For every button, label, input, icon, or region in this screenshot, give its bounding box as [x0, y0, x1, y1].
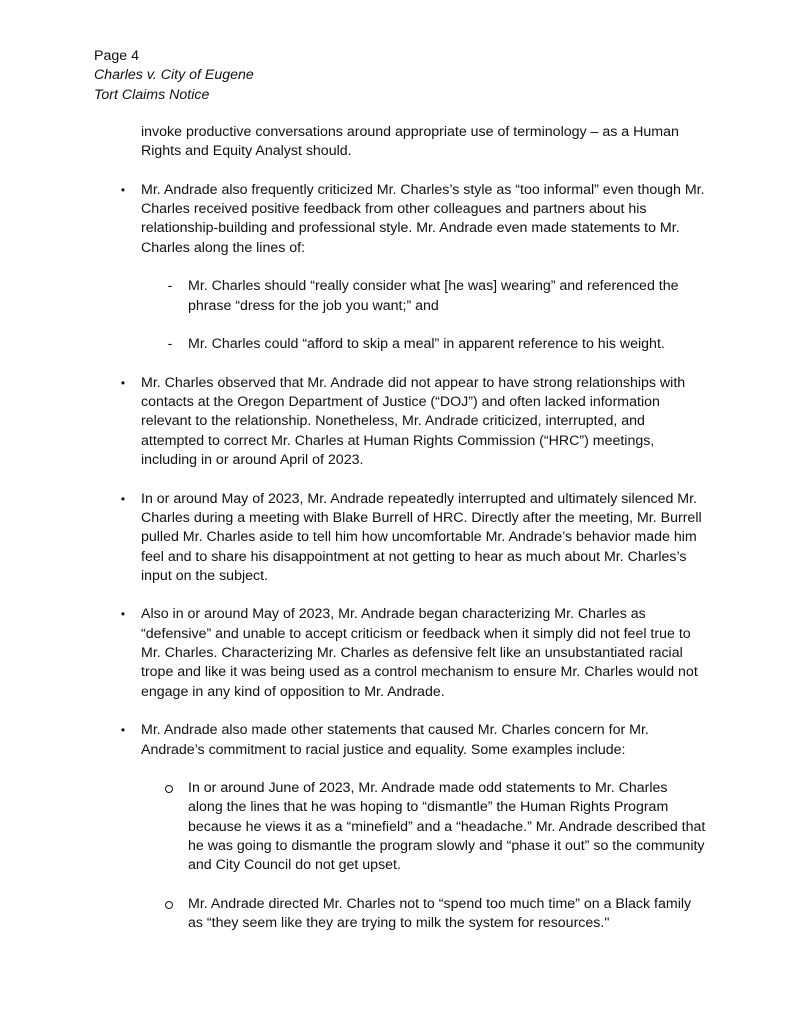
page-header: [94, 47, 694, 105]
bullet-marker: •: [120, 607, 126, 622]
document-type: Tort Claims Notice: [94, 86, 210, 103]
continuation-paragraph: invoke productive conversations around appropriate use of terminology – as a Human Rights and Equity Analyst should.: [141, 124, 679, 160]
bullet-text: Mr. Andrade also frequently criticized Mr. Charles’s style as “too informal” even though Mr. Charles received positive feedback from other colleagues and partners about his relationship-building and professional style. Mr. Andrade even made statements to Mr. Charles along the lines of:: [141, 181, 705, 256]
bullet-text: In or around May of 2023, Mr. Andrade repeatedly interrupted and ultimately silenced Mr. Charles during a meeting with Blake Burrell of HRC. Directly after the meeting, Mr. Burrell pulled Mr. Charles aside to tell him how uncomfortable Mr. Andrade’s behavior made him feel and to share his disappointment at not getting to hear as much about Mr. Charles’s input on the subject.: [141, 490, 702, 584]
circle-item: [188, 895, 706, 934]
hollow-circle-bullet-icon: [165, 901, 173, 909]
document-body: [120, 123, 706, 953]
bullet-item: [120, 490, 706, 586]
circle-list: [188, 779, 706, 933]
page-number: Page 4: [94, 48, 139, 64]
dash-marker: -: [167, 336, 173, 353]
case-name: Charles v. City of Eugene: [94, 67, 254, 84]
bullet-item: [120, 374, 706, 470]
dash-list: [167, 277, 706, 354]
bullet-text: Also in or around May of 2023, Mr. Andrade began characterizing Mr. Charles as “defensive” and unable to accept criticism or feedback when it simply did not feel true to Mr. Charles. Characterizing Mr. Charles as defensive felt like an unsubstantiated racial trope and like it was being used as a control mechanism to ensure Mr. Charles would not engage in any kind of opposition to Mr. Andrade.: [141, 606, 698, 700]
circle-item: [188, 779, 706, 875]
bullet-text: Mr. Charles observed that Mr. Andrade did not appear to have strong relationships with contacts at the Oregon Department of Justice (“DOJ”) and often lacked information relevant to the relationship. Nonetheless, Mr. Andrade criticized, interrupted, and attempted to correct Mr. Charles at Human Rights Commission (“HRC”) meetings, including in or around April of 2023.: [141, 374, 686, 469]
bullet-text: Mr. Andrade also made other statements that caused Mr. Charles concern for Mr. Andrade’s commitment to racial justice and equality. Some examples include:: [141, 722, 649, 758]
bullet-marker: •: [120, 375, 126, 390]
bullet-item: [120, 181, 706, 355]
dash-marker: -: [167, 278, 173, 295]
bullet-item: [120, 721, 706, 933]
dash-item: [167, 335, 706, 354]
hollow-circle-bullet-icon: [165, 785, 173, 793]
dash-item-text: Mr. Charles could “afford to skip a meal” in apparent reference to his weight.: [188, 336, 665, 353]
bullet-marker: •: [120, 723, 126, 738]
bullet-item: [120, 605, 706, 701]
dash-item-text: Mr. Charles should “really consider what [he was] wearing” and referenced the phrase “dress for the job you want;” and: [188, 278, 679, 314]
circle-item-text: In or around June of 2023, Mr. Andrade made odd statements to Mr. Charles along the lines that he was hoping to “dismantle” the Human Rights Program because he views it as a “minefield” and a “headache.” Mr. Andrade described that he was going to dismantle the program slowly and “phase it out” so the community and City Council do not get upset.: [188, 780, 706, 874]
dash-item: [167, 277, 706, 316]
bullet-marker: •: [120, 182, 126, 197]
circle-item-text: Mr. Andrade directed Mr. Charles not to “spend too much time” on a Black family as “they seem like they are trying to milk the system for resources.": [188, 895, 692, 932]
bullet-marker: •: [120, 491, 126, 506]
